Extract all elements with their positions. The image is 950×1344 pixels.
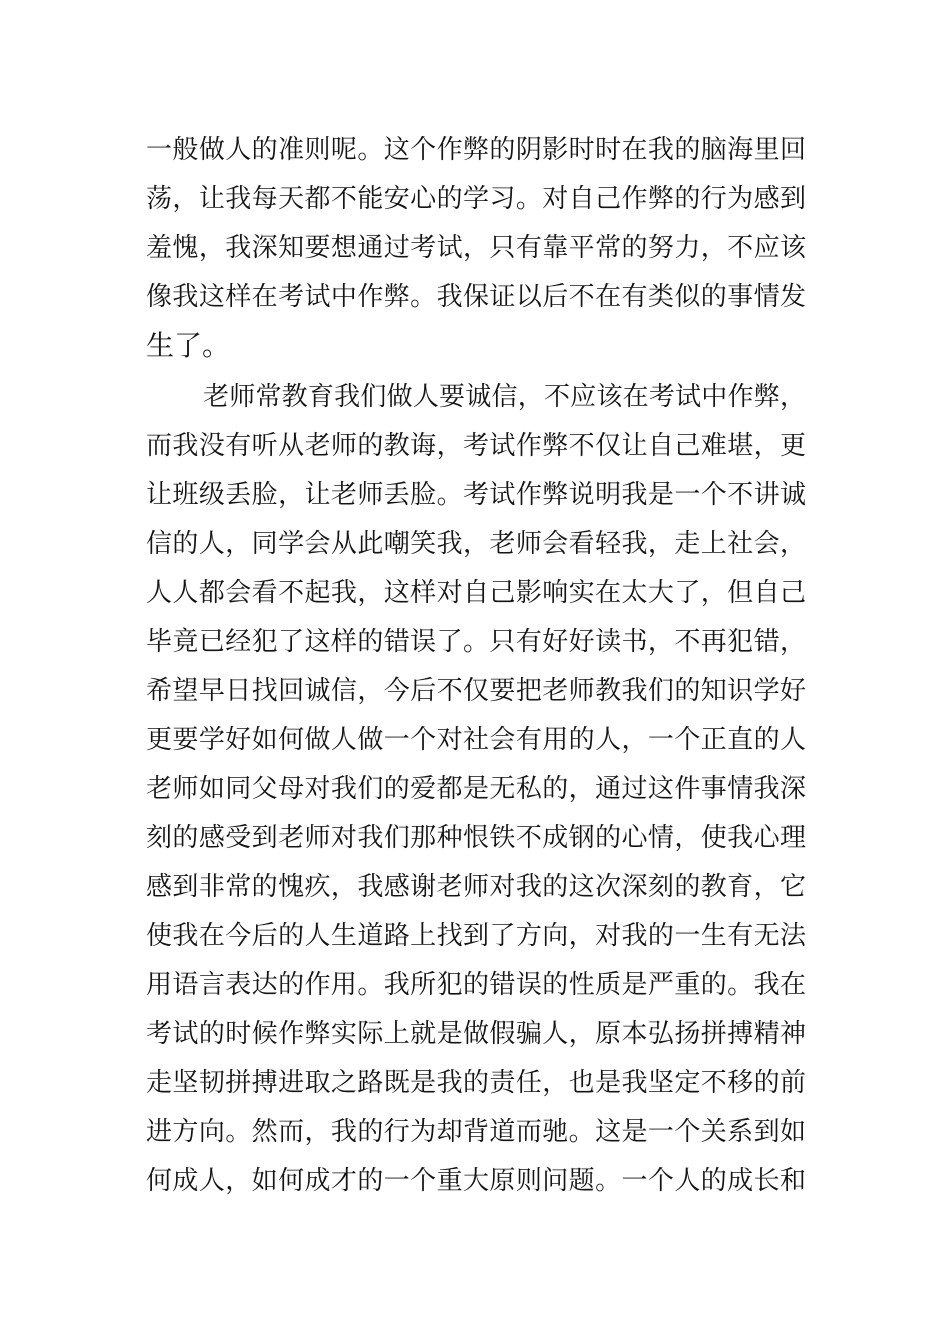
paragraph-1-line-5: 生了。	[146, 329, 231, 362]
paragraph-2-line-10: 刻的感受到老师对我们那种恨铁不成钢的心情，使我心理	[146, 823, 806, 853]
paragraph-2-line-17: 何成人，如何成才的一个重大原则问题。一个人的成长和	[146, 1166, 806, 1196]
paragraph-1-line-1: 一般做人的准则呢。这个作弊的阴影时时在我的脑海里回	[146, 135, 806, 165]
paragraph-2-line-7: 希望早日找回诚信，今后不仅要把老师教我们的知识学好	[146, 676, 806, 706]
paragraph-2-line-12: 使我在今后的人生道路上找到了方向，对我的一生有无法	[146, 921, 806, 951]
paragraph-2-line-11: 感到非常的愧疚，我感谢老师对我的这次深刻的教育，它	[146, 872, 806, 902]
paragraph-2-line-1: 老师常教育我们做人要诚信，不应该在考试中作弊，	[203, 382, 806, 412]
paragraph-2-line-14: 考试的时候作弊实际上就是做假骗人，原本弘扬拼搏精神	[146, 1019, 806, 1049]
paragraph-2-line-5: 人人都会看不起我，这样对自己影响实在太大了，但自己	[146, 578, 806, 608]
paragraph-1-line-4: 像我这样在考试中作弊。我保证以后不在有类似的事情发	[146, 282, 806, 312]
paragraph-2-line-15: 走坚韧拼搏进取之路既是我的责任，也是我坚定不移的前	[146, 1068, 806, 1098]
paragraph-2-line-4: 信的人，同学会从此嘲笑我，老师会看轻我，走上社会，	[146, 529, 806, 559]
paragraph-2-line-16: 进方向。然而，我的行为却背道而驰。这是一个关系到如	[146, 1117, 806, 1147]
paragraph-2-line-8: 更要学好如何做人做一个对社会有用的人，一个正直的人	[146, 725, 806, 755]
paragraph-2-line-6: 毕竟已经犯了这样的错误了。只有好好读书，不再犯错，	[146, 627, 806, 657]
paragraph-2-line-13: 用语言表达的作用。我所犯的错误的性质是严重的。我在	[146, 970, 806, 1000]
paragraph-2-line-9: 老师如同父母对我们的爱都是无私的，通过这件事情我深	[146, 774, 806, 804]
paragraph-1-line-3: 羞愧，我深知要想通过考试，只有靠平常的努力，不应该	[146, 233, 806, 263]
paragraph-2-line-2: 而我没有听从老师的教诲，考试作弊不仅让自己难堪，更	[146, 431, 806, 461]
paragraph-1-line-2: 荡，让我每天都不能安心的学习。对自己作弊的行为感到	[146, 184, 806, 214]
paragraph-2-line-3: 让班级丢脸，让老师丢脸。考试作弊说明我是一个不讲诚	[146, 480, 806, 510]
